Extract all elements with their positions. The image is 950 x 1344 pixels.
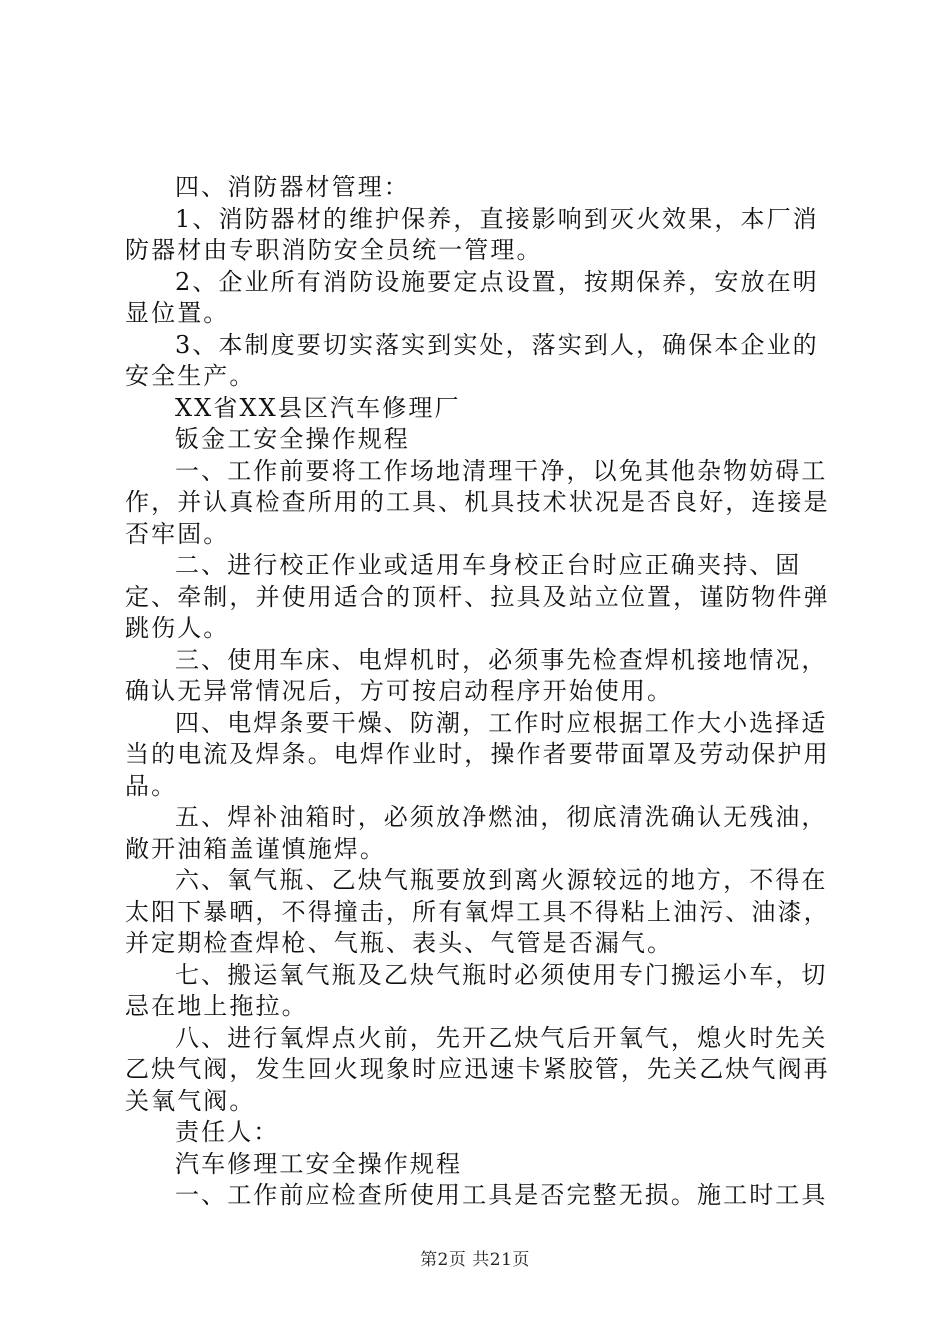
sheet-metal-rule-3: 三、使用车床、电焊机时，必须事先检查焊机接地情况，确认无异常情况后，方可按启动程序开始使用。 (125, 645, 828, 705)
document-body (125, 172, 837, 1212)
sheet-metal-rule-6: 六、氧气瓶、乙炔气瓶要放到离火源较远的地方，不得在太阳下暴晒，不得撞击，所有氧焊工具不得粘上油污、油漆，并定期检查焊枪、气瓶、表头、气管是否漏气。 (125, 866, 830, 957)
sheet-metal-rule-8: 八、进行氧焊点火前，先开乙炔气后开氧气，熄火时先关乙炔气阀，发生回火现象时应迅速卡紧胶管，先关乙炔气阀再关氧气阀。 (125, 1023, 830, 1115)
paragraph-fire-equipment-2: 2、企业所有消防设施要定点设置，按期保养，安放在明显位置。 (125, 267, 819, 327)
paragraph-fire-equipment-heading: 四、消防器材管理： (175, 173, 410, 201)
responsible-person-label: 责任人： (175, 1118, 280, 1146)
section-title-sheet-metal: 钣金工安全操作规程 (175, 425, 410, 453)
sheet-metal-rule-4: 四、电焊条要干燥、防潮，工作时应根据工作大小选择适当的电流及焊条。电焊作业时，操作者要带面罩及劳动保护用品。 (125, 708, 830, 800)
paragraph-fire-equipment-1: 1、消防器材的维护保养，直接影响到灭火效果，本厂消防器材由专职消防安全员统一管理。 (125, 204, 819, 264)
auto-repair-rule-1: 一、工作前应检查所使用工具是否完整无损。施工时工具 (175, 1181, 828, 1209)
paragraph-fire-equipment-3: 3、本制度要切实落实到实处，落实到人，确保本企业的安全生产。 (125, 330, 819, 390)
sheet-metal-rule-7: 七、搬运氧气瓶及乙炔气瓶时必须使用专门搬运小车，切忌在地上拖拉。 (125, 960, 828, 1020)
sheet-metal-rule-2: 二、进行校正作业或适用车身校正台时应正确夹持、固定、牵制，并使用适合的顶杆、拉具及站立位置，谨防物件弹跳伤人。 (125, 551, 830, 642)
sheet-metal-rule-5: 五、焊补油箱时，必须放净燃油，彻底清洗确认无残油，敞开油箱盖谨慎施焊。 (125, 803, 828, 863)
section-title-auto-repair: 汽车修理工安全操作规程 (175, 1149, 463, 1178)
sheet-metal-rule-1: 一、工作前要将工作场地清理干净，以免其他杂物妨碍工作，并认真检查所用的工具、机具技术状况是否良好，连接是否牢固。 (125, 456, 830, 548)
page-number-footer: 第2页 共21页 (420, 1250, 530, 1270)
company-name: XX省XX县区汽车修理厂 (175, 393, 461, 422)
